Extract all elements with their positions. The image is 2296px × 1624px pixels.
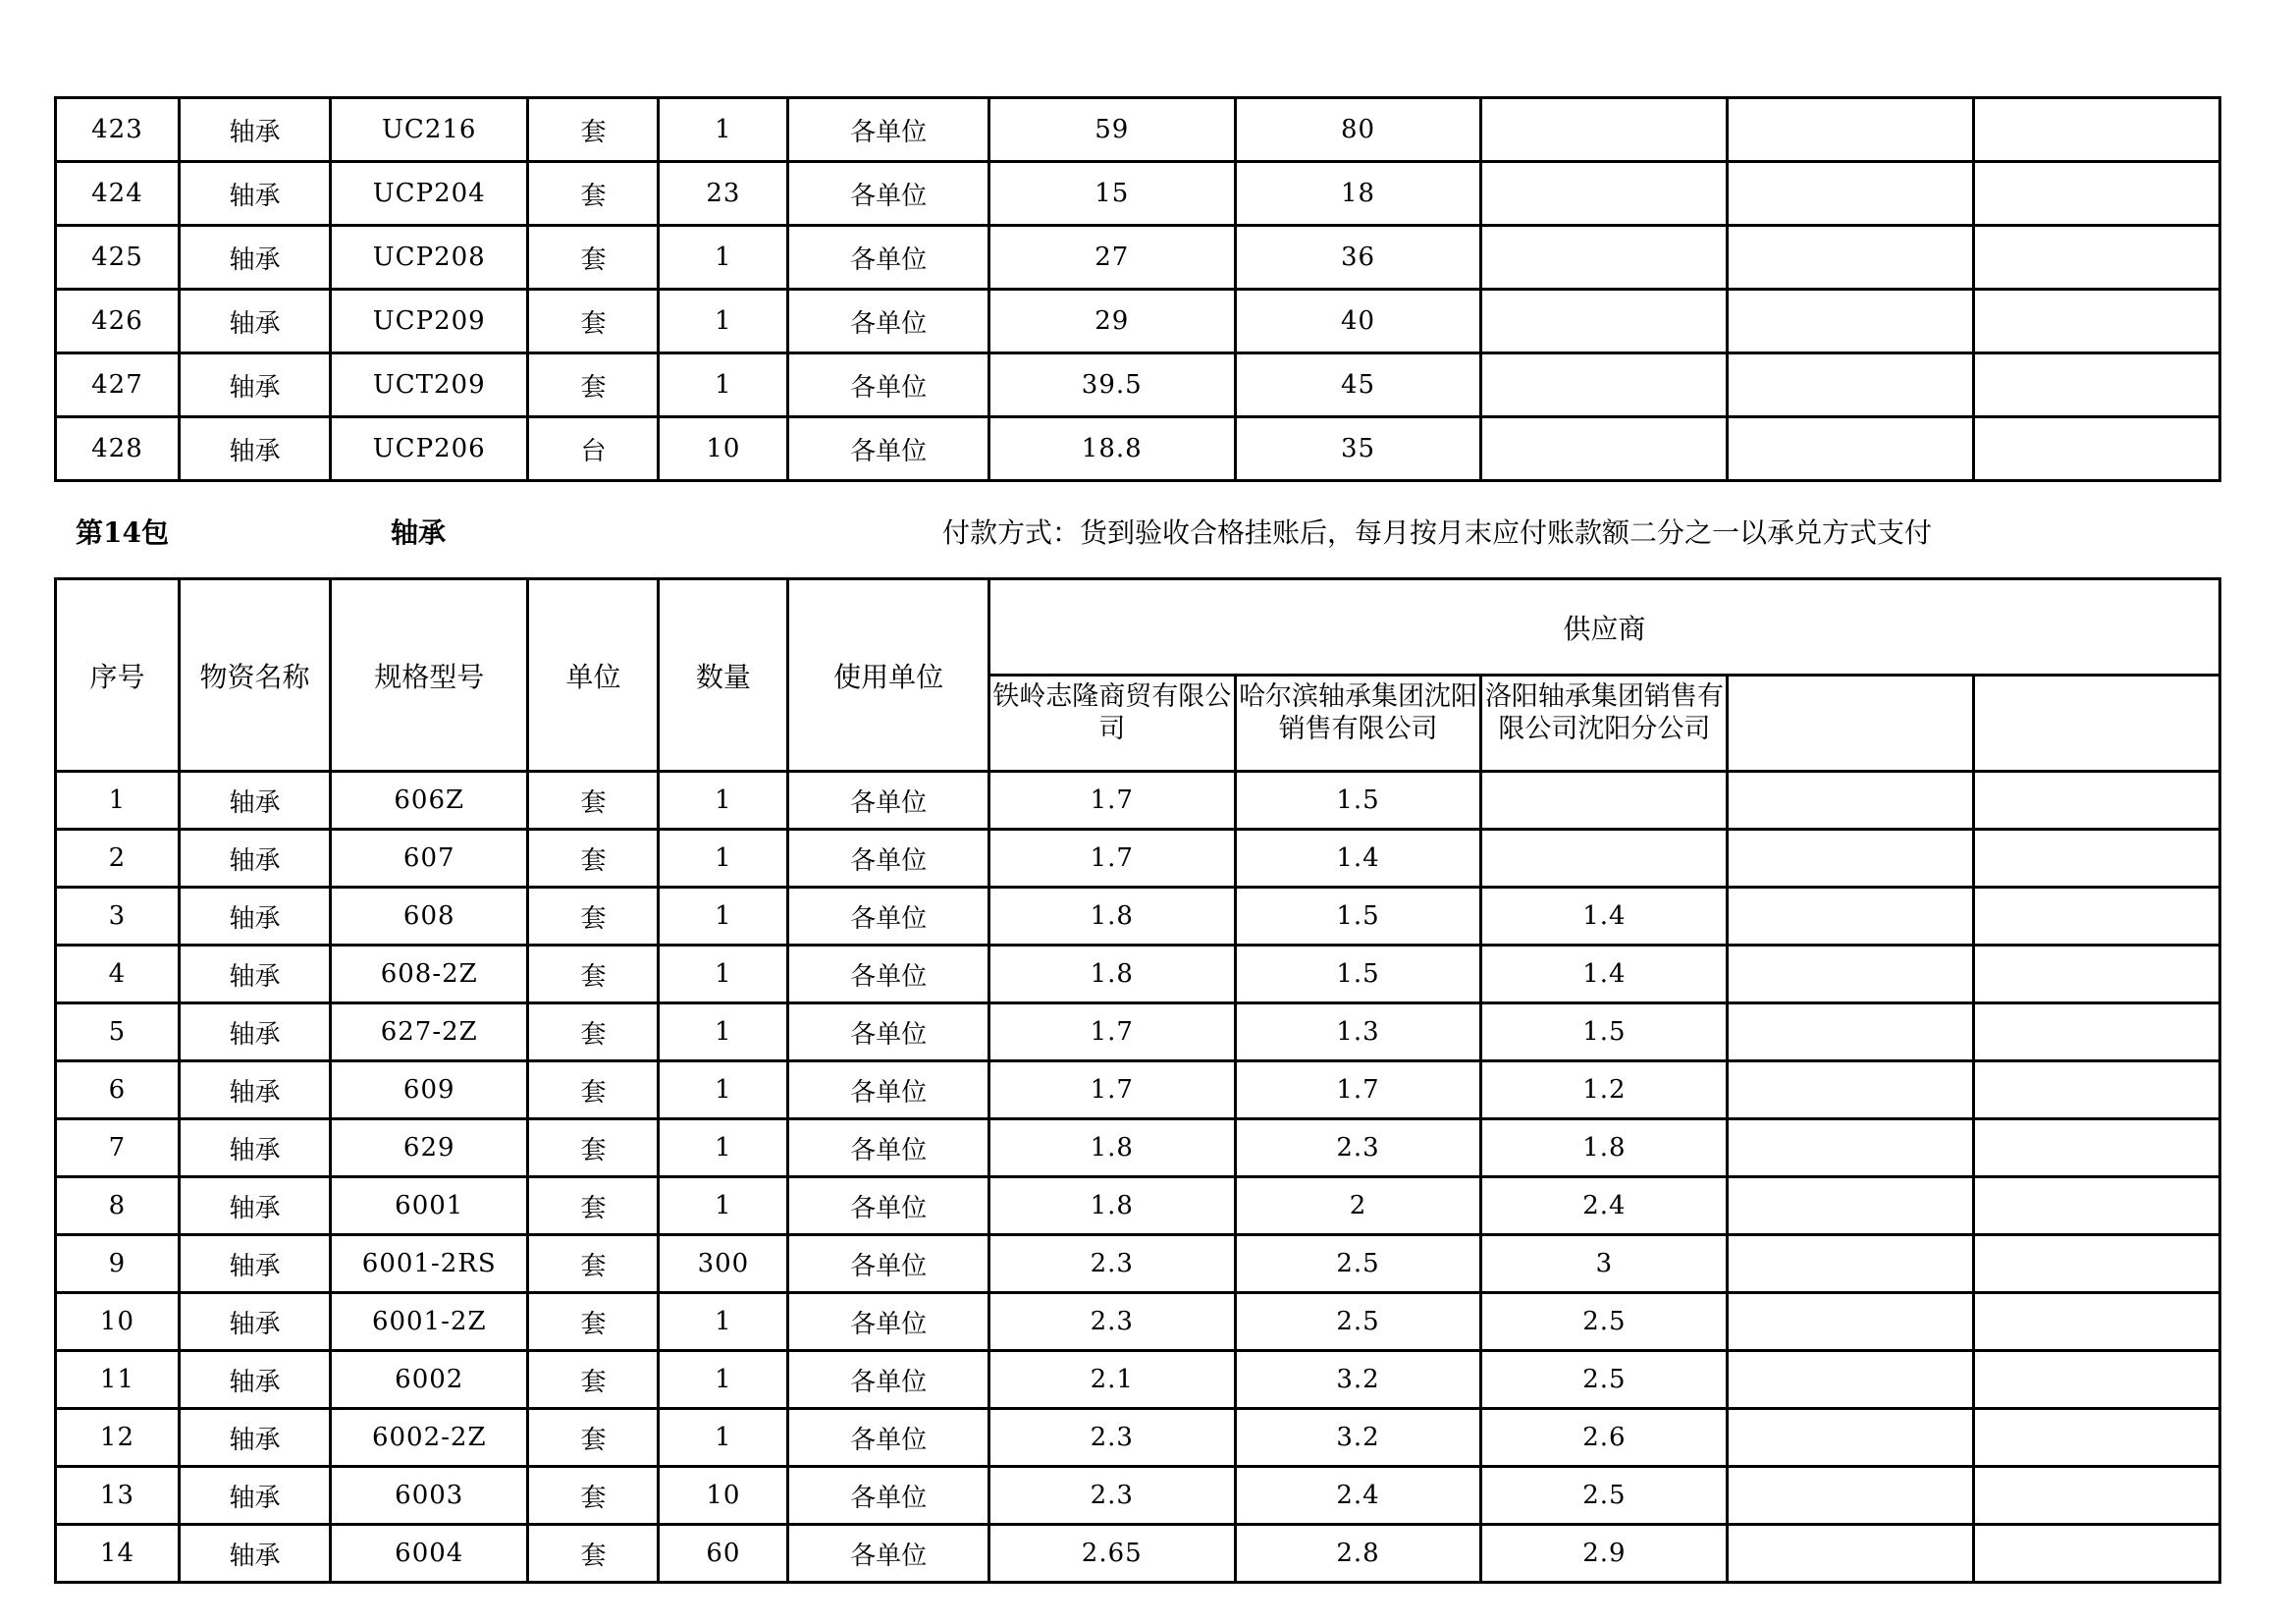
- table-cell: 轴承: [179, 1177, 330, 1235]
- table-cell: 套: [528, 1177, 659, 1235]
- table-cell: 23: [659, 162, 788, 226]
- table-cell: 轴承: [179, 226, 330, 290]
- package-14-rows: [56, 772, 2220, 1583]
- table-cell: [1974, 98, 2220, 162]
- table-cell: UCP204: [331, 162, 528, 226]
- table-row: [56, 353, 2220, 417]
- table-cell: [1728, 946, 1974, 1003]
- table-cell: 2.65: [988, 1525, 1235, 1583]
- table-cell: [1481, 162, 1728, 226]
- table-cell: 2.4: [1481, 1177, 1728, 1235]
- table-cell: 45: [1235, 353, 1481, 417]
- table-cell: 1: [659, 772, 788, 830]
- table-cell: 6002: [331, 1351, 528, 1409]
- table-cell: 套: [528, 946, 659, 1003]
- table-cell: [1728, 1351, 1974, 1409]
- header-spec: 规格型号: [331, 579, 528, 772]
- table-cell: 1.8: [988, 888, 1235, 946]
- table-cell: 18.8: [988, 417, 1235, 481]
- table-cell: 427: [56, 353, 180, 417]
- package-number: 第14包: [76, 516, 169, 549]
- table-cell: [1481, 353, 1728, 417]
- table-cell: 428: [56, 417, 180, 481]
- table-row: [56, 1177, 2220, 1235]
- table-cell: 426: [56, 290, 180, 353]
- table-cell: [1728, 226, 1974, 290]
- table-cell: 套: [528, 1467, 659, 1525]
- table-cell: 6001-2RS: [331, 1235, 528, 1293]
- table-cell: [1974, 1177, 2220, 1235]
- table-cell: 轴承: [179, 290, 330, 353]
- table-cell: [1974, 1003, 2220, 1061]
- table-cell: 轴承: [179, 888, 330, 946]
- table-cell: 425: [56, 226, 180, 290]
- table-cell: 2.3: [988, 1409, 1235, 1467]
- table-cell: [1974, 1467, 2220, 1525]
- table-cell: 套: [528, 1409, 659, 1467]
- table-cell: [1728, 888, 1974, 946]
- table-cell: 1.7: [988, 1003, 1235, 1061]
- table-row: [56, 1409, 2220, 1467]
- table-row: [56, 830, 2220, 888]
- table-cell: 各单位: [788, 1119, 988, 1177]
- table-cell: 各单位: [788, 417, 988, 481]
- table-cell: [1728, 1235, 1974, 1293]
- table-cell: 1: [659, 1177, 788, 1235]
- table-cell: 80: [1235, 98, 1481, 162]
- table-cell: [1974, 1525, 2220, 1583]
- header-supplier-3: 洛阳轴承集团销售有限公司沈阳分公司: [1481, 676, 1728, 772]
- table-cell: 各单位: [788, 1467, 988, 1525]
- table-cell: 59: [988, 98, 1235, 162]
- table-cell: UCP209: [331, 290, 528, 353]
- table-cell: 1: [659, 830, 788, 888]
- table-cell: 轴承: [179, 1235, 330, 1293]
- table-cell: 1.7: [988, 1061, 1235, 1119]
- table-cell: 6001-2Z: [331, 1293, 528, 1351]
- header-supplier-5: [1974, 676, 2220, 772]
- table-cell: 2.8: [1235, 1525, 1481, 1583]
- table-cell: 1: [659, 888, 788, 946]
- table-cell: [1974, 830, 2220, 888]
- table-cell: 14: [56, 1525, 180, 1583]
- table-cell: [1481, 772, 1728, 830]
- table-cell: 607: [331, 830, 528, 888]
- table-row: [56, 290, 2220, 353]
- table-cell: 2.5: [1235, 1293, 1481, 1351]
- table-cell: [1974, 1119, 2220, 1177]
- table-cell: 轴承: [179, 1351, 330, 1409]
- table-cell: 轴承: [179, 1293, 330, 1351]
- table-row: [56, 1119, 2220, 1177]
- table-cell: [1728, 830, 1974, 888]
- table-cell: 轴承: [179, 1003, 330, 1061]
- table-cell: [1974, 1293, 2220, 1351]
- table-cell: 2.5: [1481, 1467, 1728, 1525]
- table-cell: 2.3: [988, 1293, 1235, 1351]
- table-cell: 轴承: [179, 162, 330, 226]
- table-cell: [1974, 946, 2220, 1003]
- table-cell: 各单位: [788, 162, 988, 226]
- table-cell: 2.3: [988, 1235, 1235, 1293]
- table-cell: 1: [659, 353, 788, 417]
- payment-terms: 付款方式：货到验收合格挂账后，每月按月末应付账款额二分之一以承兑方式支付: [942, 516, 1933, 549]
- table-cell: 608-2Z: [331, 946, 528, 1003]
- table-cell: [1974, 417, 2220, 481]
- table-cell: [1728, 1525, 1974, 1583]
- table-cell: 12: [56, 1409, 180, 1467]
- table-cell: [1974, 1351, 2220, 1409]
- table-cell: [1974, 1235, 2220, 1293]
- table-cell: [1974, 162, 2220, 226]
- table-cell: 1: [659, 1409, 788, 1467]
- table-cell: 2.5: [1481, 1293, 1728, 1351]
- table-cell: [1728, 1061, 1974, 1119]
- table-cell: 台: [528, 417, 659, 481]
- table-cell: 各单位: [788, 1003, 988, 1061]
- table-cell: 3: [56, 888, 180, 946]
- table-cell: 10: [56, 1293, 180, 1351]
- table-cell: 1: [659, 1003, 788, 1061]
- table-cell: 各单位: [788, 290, 988, 353]
- table-cell: 13: [56, 1467, 180, 1525]
- table-row: [56, 1061, 2220, 1119]
- table-cell: 各单位: [788, 1409, 988, 1467]
- table-cell: 轴承: [179, 417, 330, 481]
- previous-package-rows: [56, 98, 2220, 481]
- table-cell: [1728, 417, 1974, 481]
- table-cell: [1974, 353, 2220, 417]
- table-cell: 1: [659, 1293, 788, 1351]
- table-cell: 3: [1481, 1235, 1728, 1293]
- table-cell: 轴承: [179, 1525, 330, 1583]
- table-cell: 1.5: [1481, 1003, 1728, 1061]
- table-cell: 1.8: [988, 1119, 1235, 1177]
- table-cell: [1728, 1467, 1974, 1525]
- table-cell: 套: [528, 1003, 659, 1061]
- table-header: [56, 579, 2220, 772]
- table-cell: 1: [659, 1119, 788, 1177]
- package-name: 轴承: [391, 516, 447, 549]
- table-cell: 1: [659, 946, 788, 1003]
- table-cell: 1.4: [1235, 830, 1481, 888]
- table-cell: [1974, 290, 2220, 353]
- table-cell: 424: [56, 162, 180, 226]
- table-cell: 60: [659, 1525, 788, 1583]
- table-cell: 1.4: [1481, 946, 1728, 1003]
- table-cell: UCP206: [331, 417, 528, 481]
- table-row: [56, 1293, 2220, 1351]
- table-row: [56, 417, 2220, 481]
- table-cell: 1: [56, 772, 180, 830]
- table-cell: 1: [659, 1061, 788, 1119]
- table-row: [56, 1235, 2220, 1293]
- table-cell: 300: [659, 1235, 788, 1293]
- table-cell: 1.7: [988, 772, 1235, 830]
- table-cell: [1728, 98, 1974, 162]
- table-cell: 轴承: [179, 830, 330, 888]
- table-cell: 5: [56, 1003, 180, 1061]
- table-cell: 2.3: [1235, 1119, 1481, 1177]
- table-row: [56, 772, 2220, 830]
- table-cell: 6001: [331, 1177, 528, 1235]
- table-cell: 2.4: [1235, 1467, 1481, 1525]
- header-unit: 单位: [528, 579, 659, 772]
- package-14-table: [54, 577, 2221, 1584]
- table-cell: 1.8: [1481, 1119, 1728, 1177]
- table-cell: 2.3: [988, 1467, 1235, 1525]
- table-cell: 各单位: [788, 226, 988, 290]
- table-cell: 套: [528, 1061, 659, 1119]
- table-cell: 套: [528, 1235, 659, 1293]
- table-row: [56, 1525, 2220, 1583]
- table-cell: 6004: [331, 1525, 528, 1583]
- table-cell: [1728, 772, 1974, 830]
- table-cell: 423: [56, 98, 180, 162]
- table-row: [56, 98, 2220, 162]
- table-cell: 6003: [331, 1467, 528, 1525]
- table-cell: 39.5: [988, 353, 1235, 417]
- table-cell: [1728, 1003, 1974, 1061]
- table-cell: UCP208: [331, 226, 528, 290]
- table-cell: [1974, 1409, 2220, 1467]
- table-cell: 1.2: [1481, 1061, 1728, 1119]
- table-cell: 套: [528, 888, 659, 946]
- table-cell: 各单位: [788, 946, 988, 1003]
- table-row: [56, 888, 2220, 946]
- table-cell: [1728, 353, 1974, 417]
- header-qty: 数量: [659, 579, 788, 772]
- table-cell: 各单位: [788, 1351, 988, 1409]
- table-cell: UCT209: [331, 353, 528, 417]
- table-cell: 套: [528, 772, 659, 830]
- table-cell: 套: [528, 226, 659, 290]
- table-cell: 8: [56, 1177, 180, 1235]
- table-cell: 套: [528, 1525, 659, 1583]
- table-cell: [1481, 98, 1728, 162]
- table-cell: 1.7: [1235, 1061, 1481, 1119]
- table-cell: 4: [56, 946, 180, 1003]
- table-cell: 7: [56, 1119, 180, 1177]
- table-cell: 3.2: [1235, 1351, 1481, 1409]
- table-cell: 1: [659, 98, 788, 162]
- table-cell: 各单位: [788, 772, 988, 830]
- table-cell: [1728, 1177, 1974, 1235]
- table-cell: 2.1: [988, 1351, 1235, 1409]
- table-cell: 606Z: [331, 772, 528, 830]
- table-cell: 609: [331, 1061, 528, 1119]
- table-cell: 1.7: [988, 830, 1235, 888]
- table-cell: [1974, 226, 2220, 290]
- table-cell: 3.2: [1235, 1409, 1481, 1467]
- table-cell: 15: [988, 162, 1235, 226]
- table-cell: 2.9: [1481, 1525, 1728, 1583]
- table-row: [56, 162, 2220, 226]
- table-cell: 轴承: [179, 98, 330, 162]
- table-cell: 29: [988, 290, 1235, 353]
- table-cell: 各单位: [788, 1525, 988, 1583]
- table-cell: 1.8: [988, 946, 1235, 1003]
- table-cell: [1974, 888, 2220, 946]
- table-cell: 1.5: [1235, 946, 1481, 1003]
- table-cell: 1.8: [988, 1177, 1235, 1235]
- table-cell: [1481, 226, 1728, 290]
- table-row: [56, 1467, 2220, 1525]
- header-supplier-group: 供应商: [988, 579, 2219, 676]
- header-seq: 序号: [56, 579, 180, 772]
- header-material: 物资名称: [179, 579, 330, 772]
- table-cell: [1974, 772, 2220, 830]
- previous-package-table: [54, 96, 2221, 482]
- table-cell: 2.5: [1481, 1351, 1728, 1409]
- table-cell: 轴承: [179, 1119, 330, 1177]
- table-row: [56, 1003, 2220, 1061]
- table-cell: 套: [528, 98, 659, 162]
- table-cell: 36: [1235, 226, 1481, 290]
- table-cell: 9: [56, 1235, 180, 1293]
- table-cell: 27: [988, 226, 1235, 290]
- table-cell: 1.5: [1235, 772, 1481, 830]
- table-cell: 1: [659, 1351, 788, 1409]
- table-cell: 轴承: [179, 946, 330, 1003]
- table-cell: [1728, 1293, 1974, 1351]
- table-cell: 轴承: [179, 1061, 330, 1119]
- table-cell: 2.6: [1481, 1409, 1728, 1467]
- table-cell: UC216: [331, 98, 528, 162]
- table-cell: [1728, 290, 1974, 353]
- table-cell: 1.3: [1235, 1003, 1481, 1061]
- table-cell: 10: [659, 417, 788, 481]
- table-cell: 轴承: [179, 1409, 330, 1467]
- table-cell: 11: [56, 1351, 180, 1409]
- table-cell: 各单位: [788, 98, 988, 162]
- table-cell: 1: [659, 226, 788, 290]
- table-cell: 627-2Z: [331, 1003, 528, 1061]
- table-cell: 各单位: [788, 1235, 988, 1293]
- table-cell: 各单位: [788, 353, 988, 417]
- table-cell: [1481, 417, 1728, 481]
- table-cell: 608: [331, 888, 528, 946]
- table-cell: [1728, 1409, 1974, 1467]
- table-row: [56, 1351, 2220, 1409]
- table-cell: 40: [1235, 290, 1481, 353]
- table-cell: 轴承: [179, 772, 330, 830]
- table-cell: [1728, 162, 1974, 226]
- table-cell: [1728, 1119, 1974, 1177]
- header-supplier-4: [1728, 676, 1974, 772]
- table-cell: 6: [56, 1061, 180, 1119]
- table-cell: 1.4: [1481, 888, 1728, 946]
- table-cell: 2.5: [1235, 1235, 1481, 1293]
- header-user: 使用单位: [788, 579, 988, 772]
- header-supplier-1: 铁岭志隆商贸有限公司: [988, 676, 1235, 772]
- table-cell: 各单位: [788, 1177, 988, 1235]
- table-cell: 10: [659, 1467, 788, 1525]
- table-cell: 套: [528, 353, 659, 417]
- table-cell: 1: [659, 290, 788, 353]
- table-cell: [1974, 1061, 2220, 1119]
- table-cell: 套: [528, 830, 659, 888]
- table-cell: [1481, 830, 1728, 888]
- table-row: [56, 946, 2220, 1003]
- table-cell: 套: [528, 1293, 659, 1351]
- table-cell: 2: [1235, 1177, 1481, 1235]
- table-cell: 6002-2Z: [331, 1409, 528, 1467]
- header-supplier-2: 哈尔滨轴承集团沈阳销售有限公司: [1235, 676, 1481, 772]
- table-cell: 18: [1235, 162, 1481, 226]
- table-cell: 各单位: [788, 1293, 988, 1351]
- table-cell: 各单位: [788, 1061, 988, 1119]
- table-cell: 套: [528, 1119, 659, 1177]
- table-cell: 套: [528, 1351, 659, 1409]
- table-cell: [1481, 290, 1728, 353]
- table-cell: 1.5: [1235, 888, 1481, 946]
- table-cell: 35: [1235, 417, 1481, 481]
- table-cell: 轴承: [179, 1467, 330, 1525]
- table-cell: 套: [528, 162, 659, 226]
- table-row: [56, 226, 2220, 290]
- table-cell: 套: [528, 290, 659, 353]
- table-cell: 轴承: [179, 353, 330, 417]
- table-cell: 629: [331, 1119, 528, 1177]
- table-cell: 各单位: [788, 888, 988, 946]
- table-cell: 各单位: [788, 830, 988, 888]
- table-cell: 2: [56, 830, 180, 888]
